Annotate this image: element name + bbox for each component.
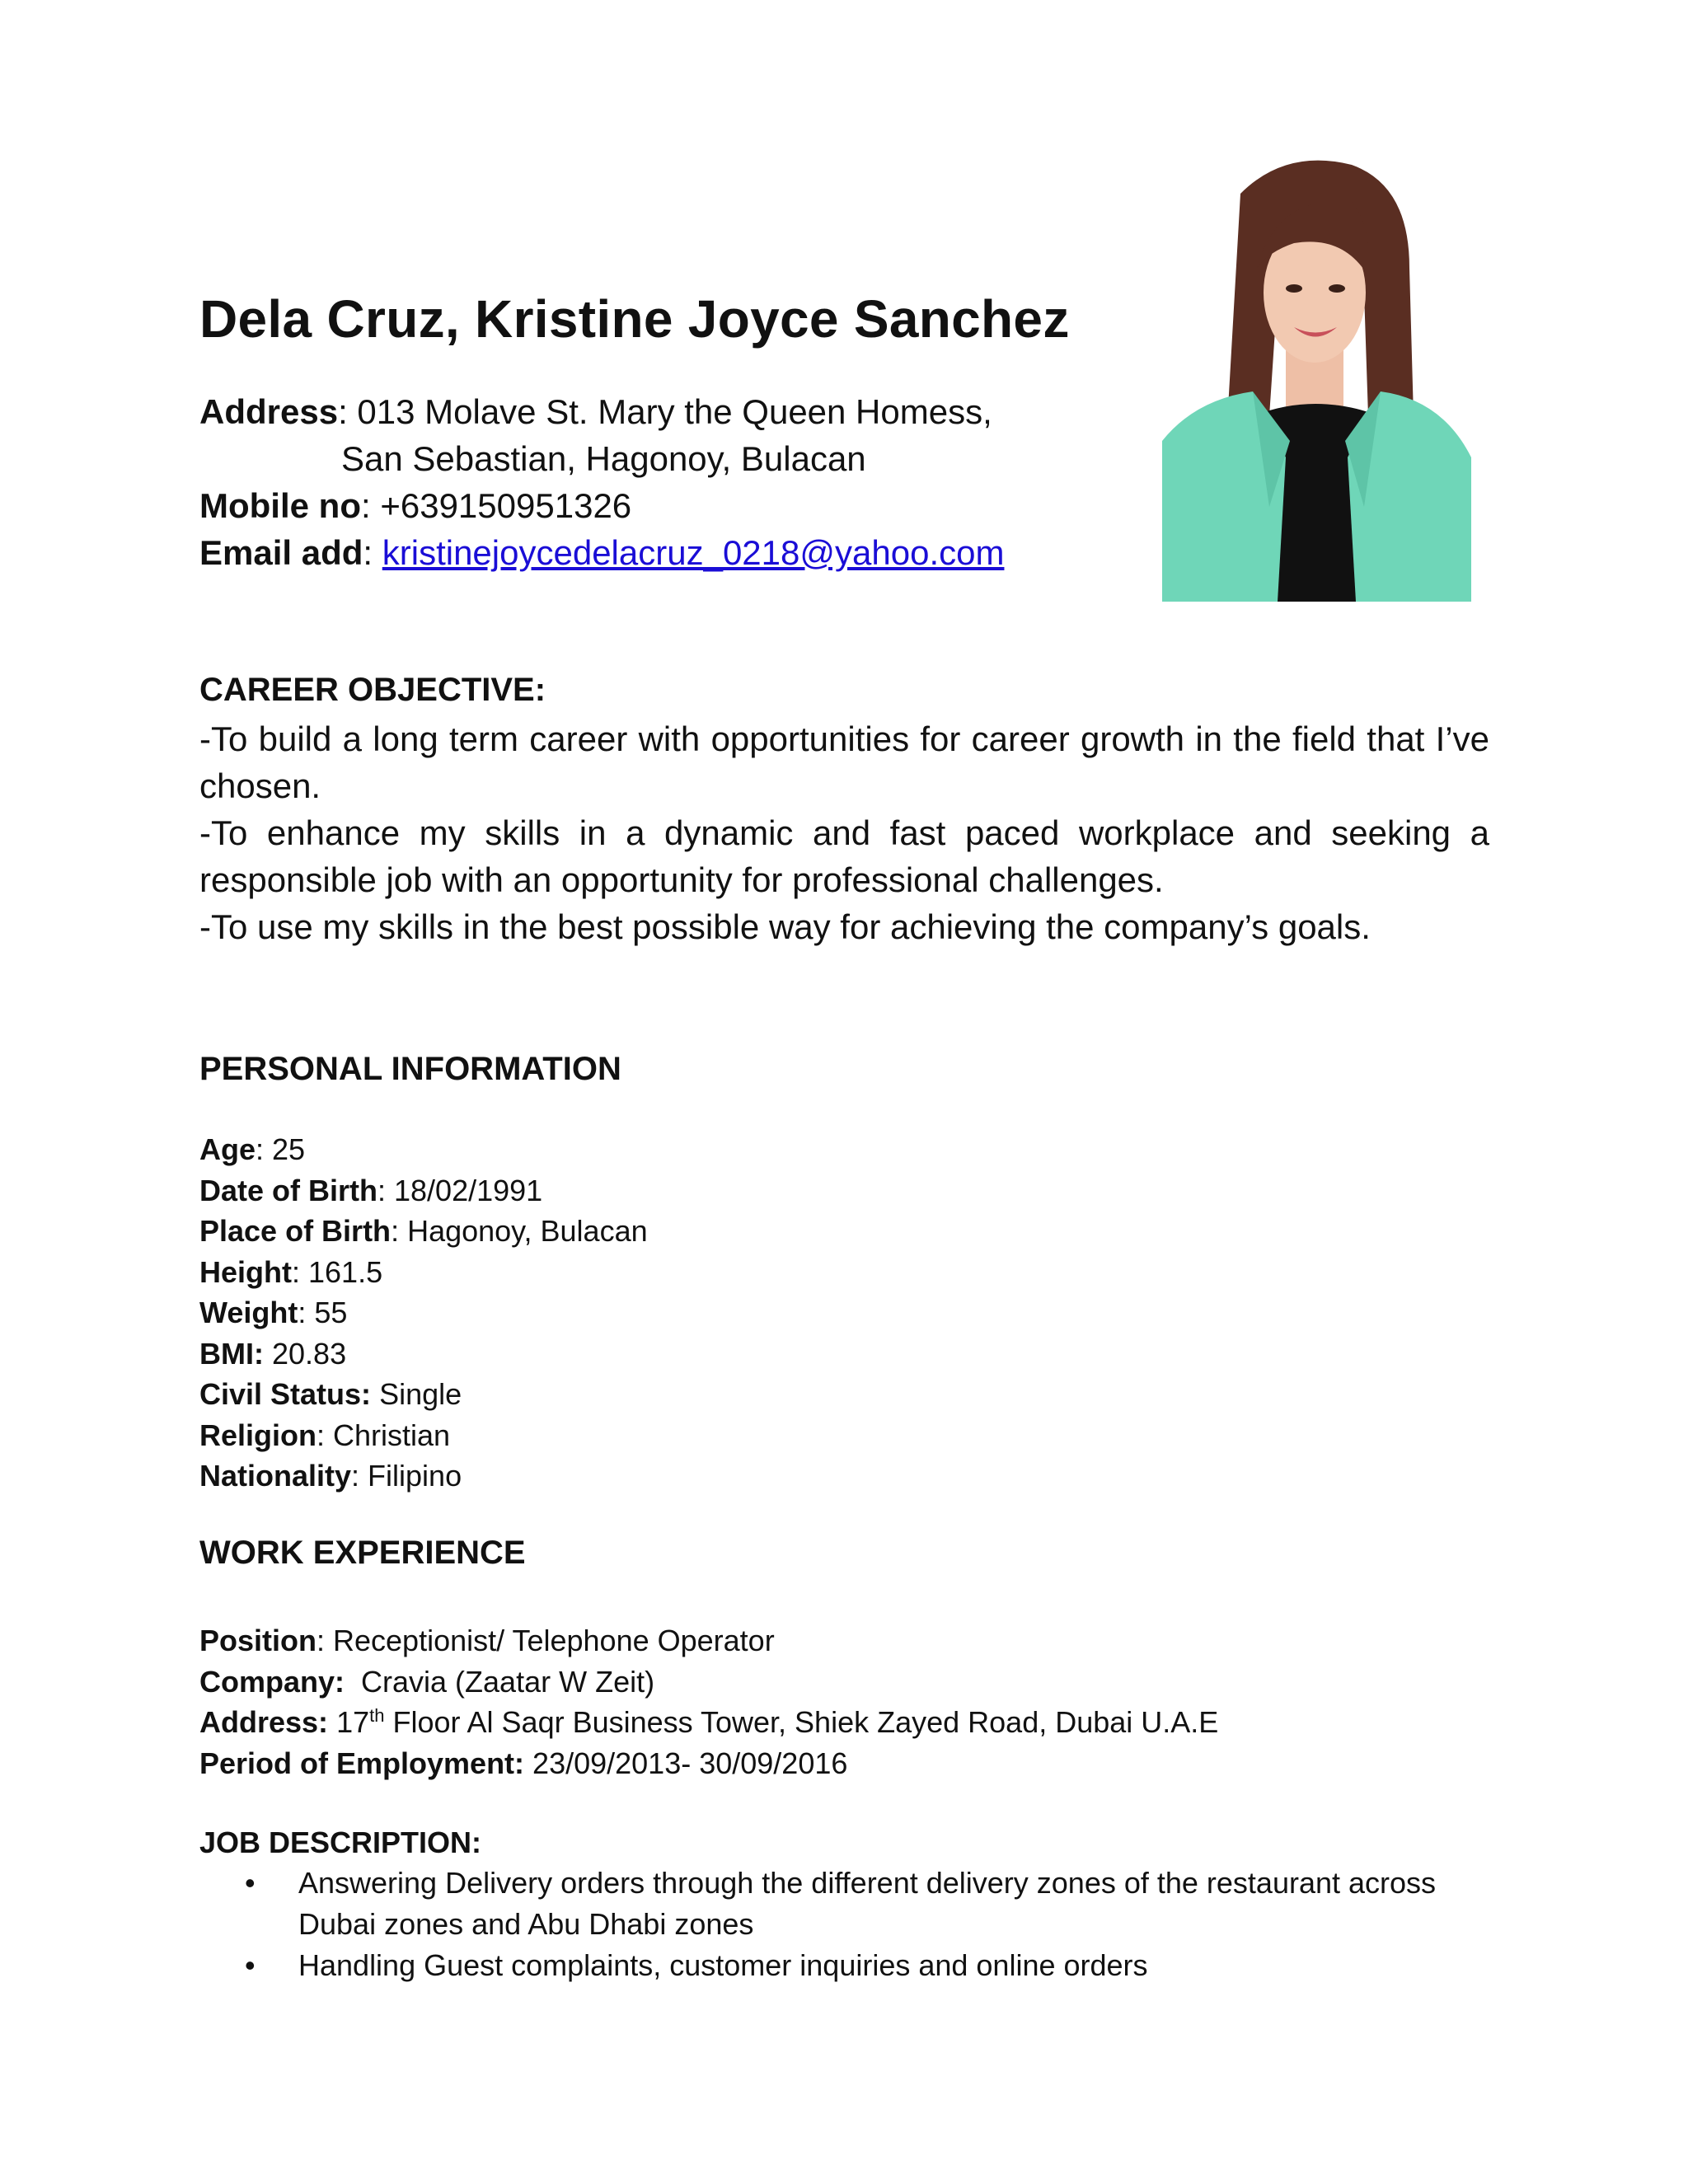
personal-info-list: [199, 1129, 648, 1497]
info-row-place-of-birth: Place of Birth: Hagonoy, Bulacan: [199, 1214, 648, 1248]
job-description-list: [199, 1863, 1473, 1986]
bullet-icon: •: [245, 1948, 256, 1982]
list-item: • Answering Delivery orders through the different delivery zones of the restaurant across Dubai zones and Abu Dhabi zones: [199, 1863, 1473, 1945]
period-row: Period of Employment: 23/09/2013- 30/09/2016: [199, 1746, 848, 1780]
objective-item: -To enhance my skills in a dynamic and fast paced workplace and seeking a responsible job with an opportunity for professional challenges.: [199, 813, 1489, 899]
profile-photo-illustration: [1162, 144, 1471, 602]
info-row-religion: Religion: Christian: [199, 1418, 451, 1452]
info-row-weight: Weight: 55: [199, 1296, 348, 1329]
bullet-icon: •: [245, 1866, 256, 1900]
info-row-dob: Date of Birth: 18/02/1991: [199, 1173, 543, 1207]
career-objective-body: [199, 715, 1489, 950]
personal-info-heading: PERSONAL INFORMATION: [199, 1051, 621, 1087]
info-row-nationality: Nationality: Filipino: [199, 1459, 462, 1493]
address-value-1: 013 Molave St. Mary the Queen Homess,: [357, 392, 992, 431]
info-row-civil-status: Civil Status: Single: [199, 1377, 462, 1411]
company-row: Company: Cravia (Zaatar W Zeit): [199, 1664, 655, 1699]
email-link[interactable]: kristinejoycedelacruz_0218@yahoo.com: [382, 533, 1005, 572]
candidate-name: Dela Cruz, Kristine Joyce Sanchez: [199, 289, 1070, 349]
mobile-label: Mobile no: [199, 486, 361, 525]
work-address-row: Address: 17th Floor Al Saqr Business Tower, Shiek Zayed Road, Dubai U.A.E: [199, 1705, 1219, 1739]
work-experience-details: [199, 1620, 1218, 1783]
list-item: • Handling Guest complaints, customer inquiries and online orders: [199, 1945, 1473, 1986]
objective-item: -To build a long term career with opportunities for career growth in the field that I’ve chosen.: [199, 719, 1489, 805]
email-label: Email add: [199, 533, 363, 572]
job-description-heading: JOB DESCRIPTION:: [199, 1825, 482, 1859]
position-row: Position: Receptionist/ Telephone Operator: [199, 1624, 775, 1657]
info-row-bmi: BMI: 20.83: [199, 1336, 347, 1371]
mobile-line: Mobile no: +639150951326: [199, 486, 632, 525]
right-eye-shape: [1329, 284, 1345, 293]
career-objective-heading: CAREER OBJECTIVE:: [199, 672, 546, 708]
left-eye-shape: [1286, 284, 1302, 293]
mobile-value: +639150951326: [380, 486, 632, 525]
info-row-age: Age: 25: [199, 1132, 306, 1166]
info-row-height: Height: 161.5: [199, 1254, 383, 1289]
objective-item: -To use my skills in the best possible way for achieving the company’s goals.: [199, 907, 1371, 946]
address-line-2: San Sebastian, Hagonoy, Bulacan: [341, 439, 866, 478]
work-experience-heading: WORK EXPERIENCE: [199, 1535, 526, 1571]
profile-photo: [1162, 144, 1471, 602]
email-line: Email add: kristinejoycedelacruz_0218@yahoo.com: [199, 533, 1005, 572]
address-line-1: Address: 013 Molave St. Mary the Queen Homess,: [199, 392, 992, 431]
address-label: Address: [199, 392, 339, 431]
